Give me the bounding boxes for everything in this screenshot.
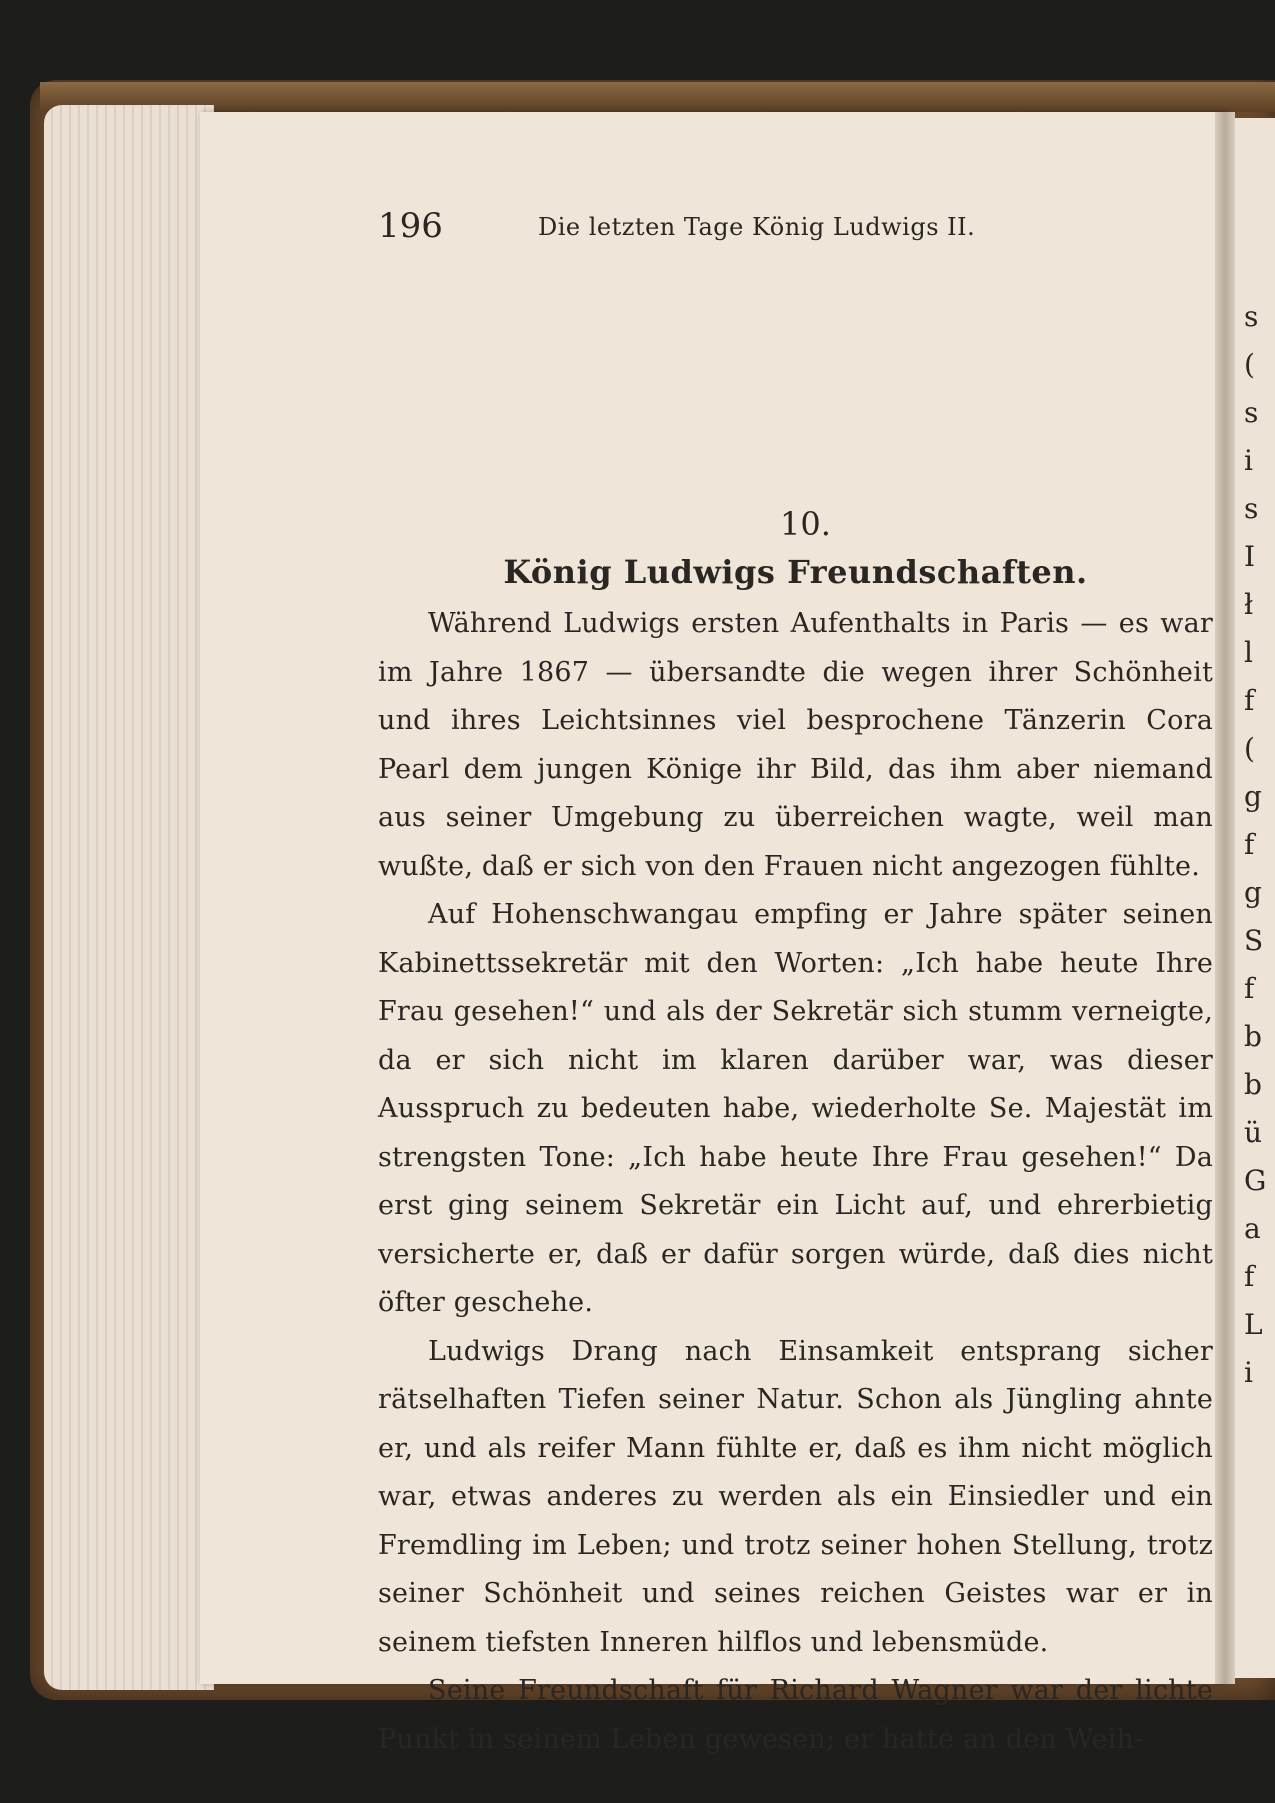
facing-page-fragment: s — [1244, 396, 1259, 429]
facing-page-fragment: i — [1244, 1356, 1253, 1389]
running-title: Die letzten Tage König Ludwigs II. — [538, 213, 976, 241]
facing-page-fragment: i — [1244, 444, 1253, 477]
chapter-title: König Ludwigs Freundschaften. — [503, 553, 1088, 591]
page-edge-stack — [44, 105, 214, 1690]
facing-page-fragment: L — [1244, 1308, 1263, 1341]
chapter-number: 10. — [780, 505, 831, 543]
facing-page-fragment: l — [1244, 636, 1253, 669]
facing-page-fragment: b — [1244, 1068, 1262, 1101]
facing-page-fragment: ( — [1244, 732, 1255, 765]
paragraph: Seine Freundschaft für Richard Wagner war der lichte Punkt in seinem Leben gewesen; er hatte an den Weih- — [378, 1675, 1213, 1755]
paragraph: Ludwigs Drang nach Einsamkeit entsprang sicher rätselhaften Tiefen seiner Natur. Schon als Jüngling ahnte er, und als reifer Mann fühlte er, daß es ihm nicht möglich war, etwas anderes zu werden als ein Einsiedler und ein Fremdling im Leben; und trotz seiner hohen Stellung, trotz seiner Schönheit und seines reichen Geistes war er in seinem tiefsten Inneren hilflos und lebensmüde. — [378, 1335, 1213, 1658]
facing-page-fragment: f — [1244, 1260, 1255, 1293]
page-number: 196 — [378, 206, 443, 246]
facing-page-fragment: a — [1244, 1212, 1261, 1245]
book-gutter — [1215, 112, 1235, 1684]
facing-page-fragment: s — [1244, 300, 1259, 333]
facing-page-fragment: ( — [1244, 348, 1255, 381]
facing-page-fragment: f — [1244, 684, 1255, 717]
facing-page-fragment: s — [1244, 492, 1259, 525]
facing-page-fragment: f — [1244, 972, 1255, 1005]
paragraph: Auf Hohenschwangau empfing er Jahre später seinen Kabinettssekretär mit den Worten: „Ich habe heute Ihre Frau gesehen!“ und als der Sekretär sich stumm verneigte, da er sich nicht im klaren darüber war, was dieser Ausspruch zu bedeuten habe, wiederholte Se. Majestät im strengsten Tone: „Ich habe heute Ihre Frau gesehen!“ Da erst ging seinem Sekretär ein Licht auf, und ehrerbietig versicherte er, daß er dafür sorgen würde, daß dies nicht öfter geschehe. — [378, 899, 1213, 1318]
facing-page-fragment: ü — [1244, 1116, 1263, 1149]
paragraph: Während Ludwigs ersten Aufenthalts in Paris — es war im Jahre 1867 — übersandte die wegen ihrer Schönheit und ihres Leichtsinnes viel besprochene Tänzerin Cora Pearl dem jungen Könige ihr Bild, das ihm aber niemand aus seiner Umgebung zu überreichen wagte, weil man wußte, daß er sich von den Frauen nicht angezogen fühlte. — [378, 608, 1213, 882]
page-text-block — [378, 206, 1213, 1764]
page-header — [378, 206, 1213, 256]
facing-page-fragment: b — [1244, 1020, 1262, 1053]
book-cover-top-edge — [40, 82, 1275, 112]
facing-page-fragment: g — [1244, 876, 1262, 909]
facing-page-fragment: ł — [1244, 588, 1254, 621]
facing-page-fragment: S — [1244, 924, 1264, 957]
facing-page-fragment: g — [1244, 780, 1262, 813]
facing-page-fragment: f — [1244, 828, 1255, 861]
facing-page-fragment: G — [1244, 1164, 1267, 1197]
facing-page-fragment: I — [1244, 540, 1256, 573]
